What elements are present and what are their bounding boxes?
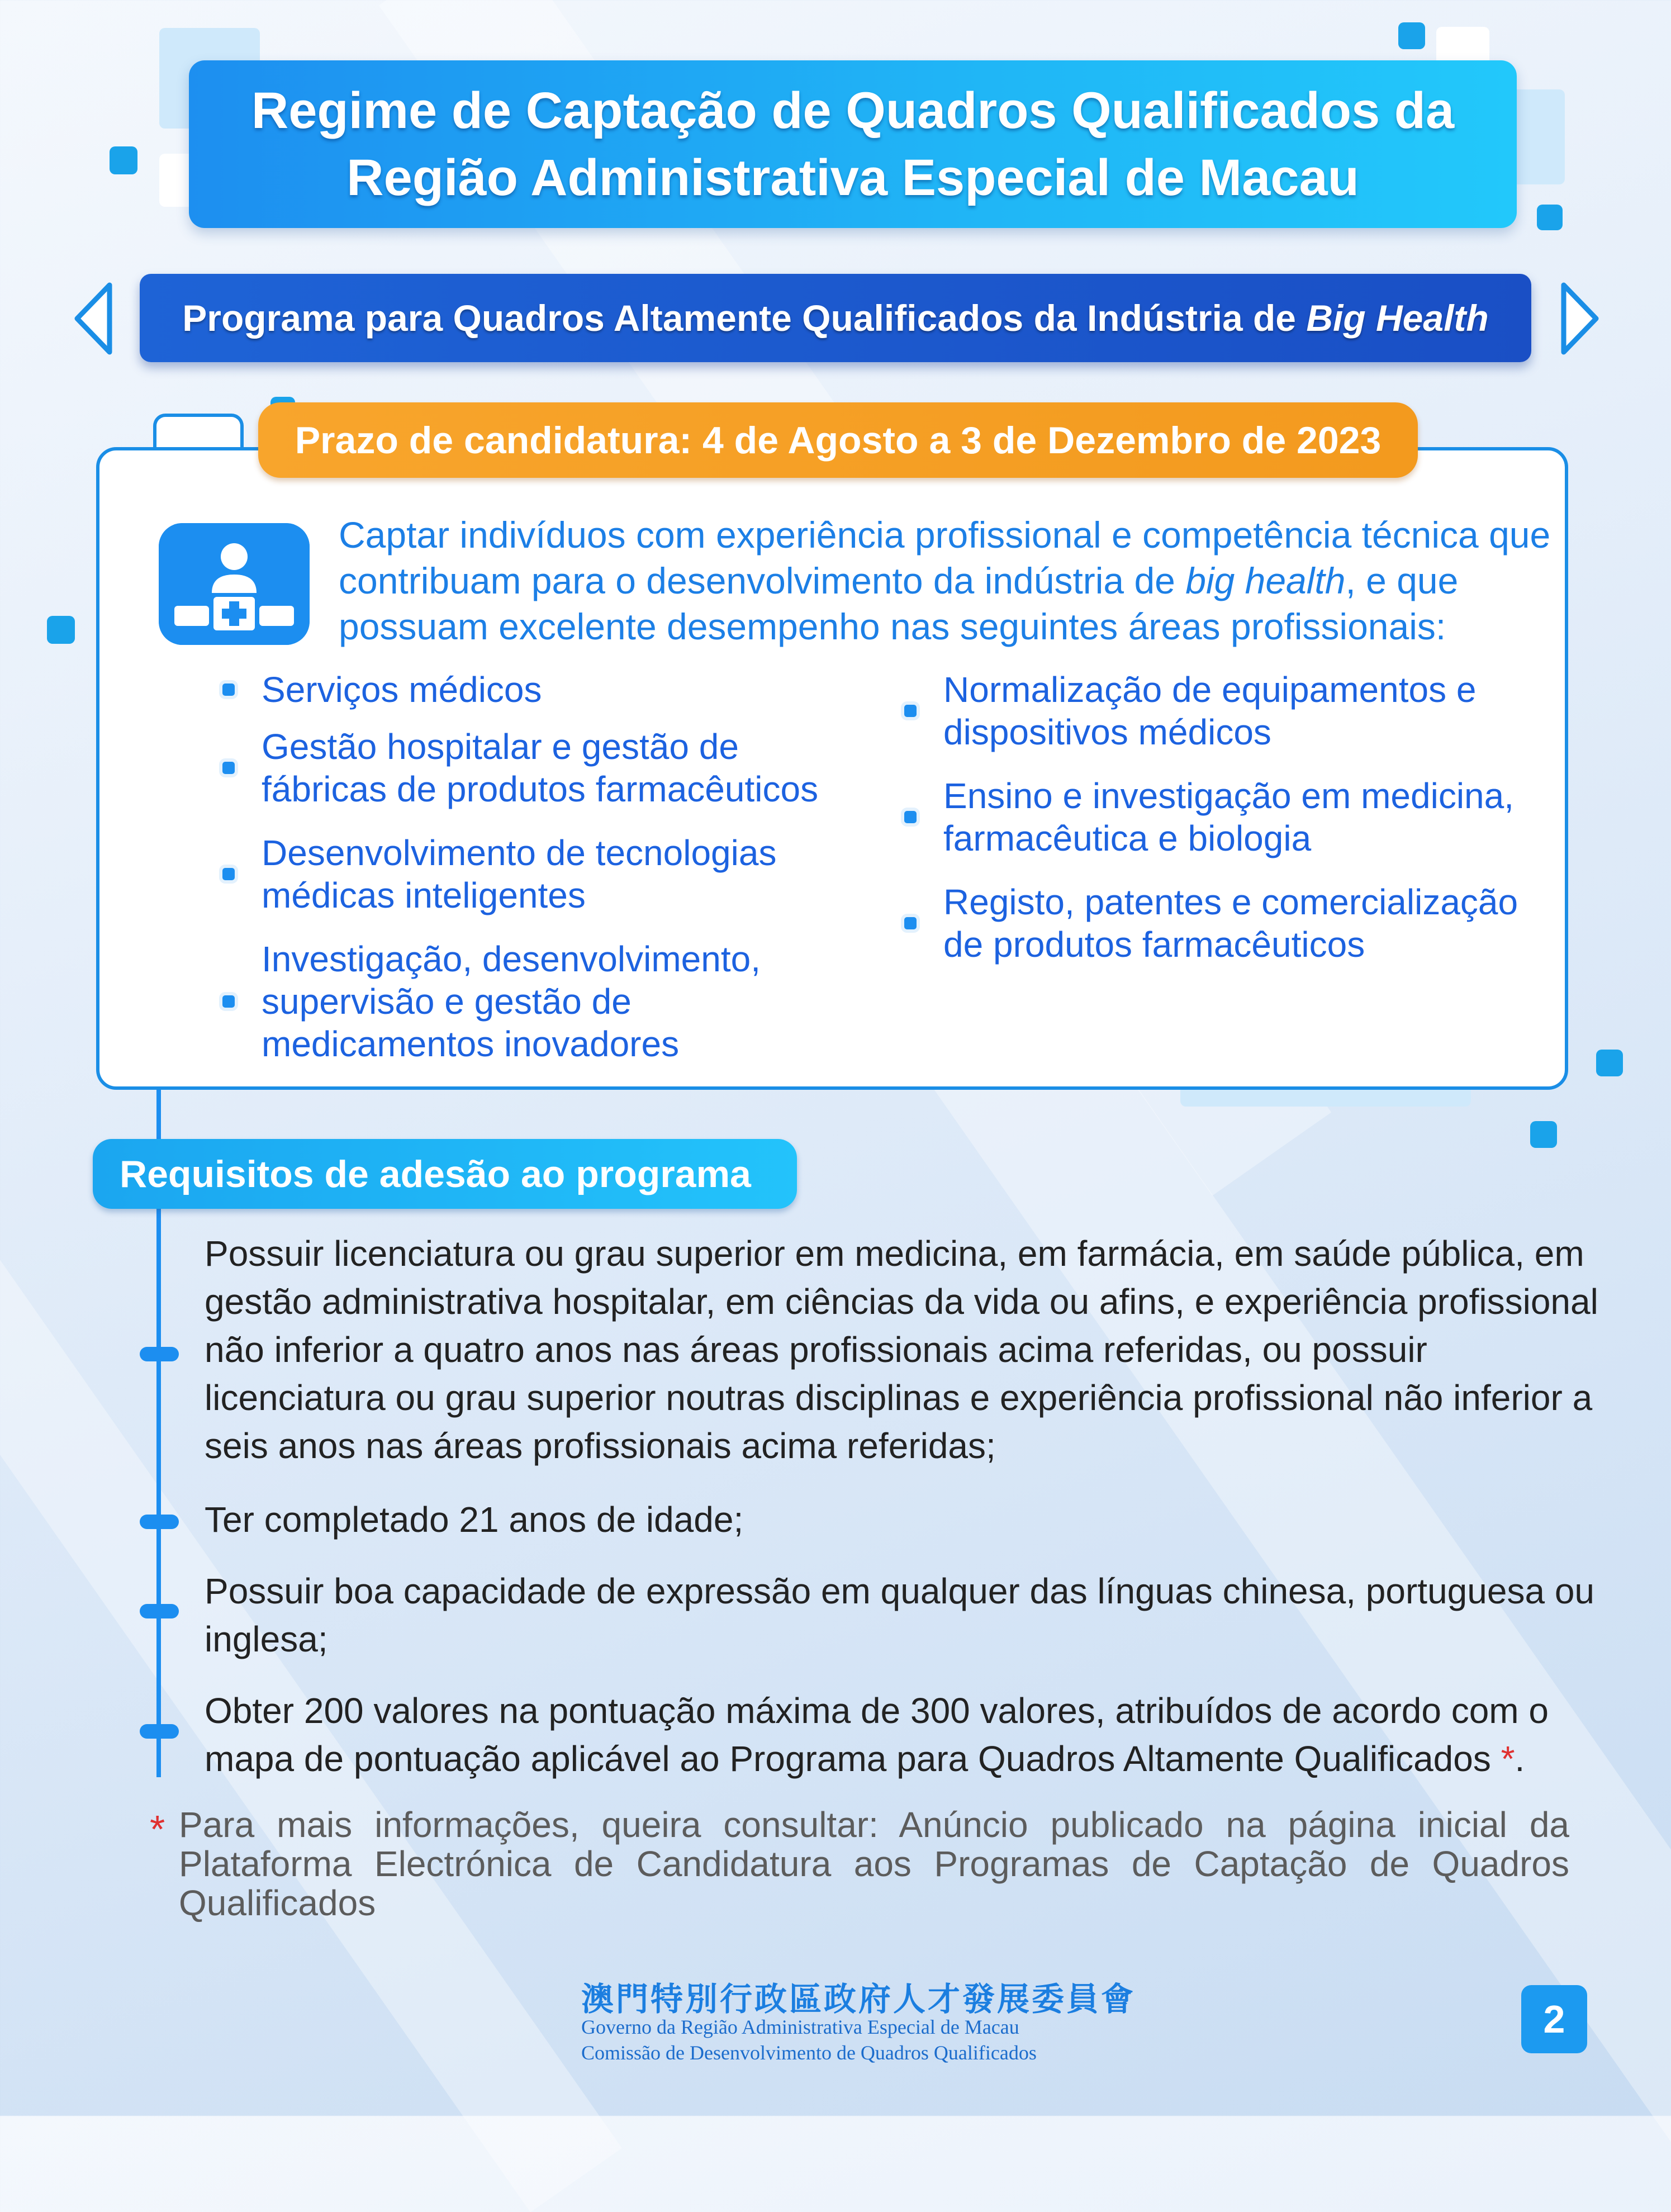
arrow-left-icon[interactable] [69, 279, 120, 358]
intro-text-2: , e que possuam excelente desempenho nas seguintes áreas profissionais: [339, 560, 1459, 647]
footnote-marker: * [1501, 1739, 1515, 1779]
program-label-italic: Big Health [1306, 297, 1489, 339]
org-name-portuguese-2: Comissão de Desenvolvimento de Quadros Qualificados [581, 2042, 1037, 2064]
area-text: Serviços médicos [262, 670, 542, 710]
bullet-icon [904, 705, 917, 717]
decor-square [1530, 1121, 1557, 1148]
page-title-line-2: Região Administrativa Especial de Macau [346, 149, 1359, 206]
decor-square [1537, 205, 1563, 230]
area-text: Ensino e investigação em medicina, farmacêutica e biologia [943, 776, 1514, 858]
intro-paragraph [339, 512, 1568, 649]
area-text: Gestão hospitalar e gestão de fábricas de produtos farmacêuticos [262, 727, 819, 809]
deadline-badge [258, 402, 1418, 478]
program-label-text: Programa para Quadros Altamente Qualificados da Indústria de [182, 297, 1307, 339]
decor-square [110, 146, 137, 174]
requirement-text: Obter 200 valores na pontuação máxima de 300 valores, atribuídos de acordo com o mapa de pontuação aplicável ao Programa para Quadros Altamente Qualificados [205, 1691, 1549, 1779]
medical-staff-icon [159, 523, 310, 645]
requirement-item: Possuir boa capacidade de expressão em qualquer das línguas chinesa, portuguesa ou inglesa; [205, 1571, 1594, 1659]
org-name-chinese: 澳門特別行政區政府人才發展委員會 [581, 1980, 1136, 2018]
requirements-title: Requisitos de adesão ao programa [120, 1152, 751, 1195]
bullet-icon [222, 762, 235, 774]
program-banner [140, 274, 1531, 362]
bullet-icon [904, 917, 917, 929]
area-text: Registo, patentes e comercialização de produtos farmacêuticos [943, 882, 1518, 965]
areas-right-column [904, 668, 1564, 987]
area-item [222, 668, 865, 711]
areas-left-column [222, 668, 865, 1086]
bullet-icon [222, 995, 235, 1008]
requirement-item: Possuir licenciatura ou grau superior em medicina, em farmácia, em saúde pública, em gestão administrativa hospitalar, em ciências da vida ou afins, e experiência profissional não inferior a quatro anos nas áreas profissionais acima referidas, ou possuir licenciatura ou grau superior noutras disciplinas e experiência profissional não inferior a seis anos nas áreas profissionais acima referidas; [205, 1233, 1598, 1466]
page-title-box [189, 60, 1517, 228]
timeline-marker [140, 1515, 179, 1529]
area-item [222, 725, 865, 810]
bullet-icon [222, 683, 235, 696]
bullet-icon [904, 811, 917, 823]
intro-text-italic: big health [1185, 560, 1346, 601]
area-item [904, 881, 1564, 966]
decor-square [1398, 22, 1425, 49]
area-item [904, 668, 1564, 753]
timeline-marker [140, 1604, 179, 1618]
requirement-end: . [1515, 1739, 1525, 1779]
area-text: Investigação, desenvolvimento, supervisão e gestão de medicamentos inovadores [262, 939, 761, 1064]
intro-text-1: Captar indivíduos com experiência profissional e competência técnica que contribuam para o desenvolvimento da indústria de [339, 514, 1551, 601]
requirement-item: Ter completado 21 anos de idade; [205, 1499, 744, 1540]
timeline-marker [140, 1347, 179, 1361]
area-item [222, 832, 865, 917]
page-title-line-1: Regime de Captação de Quadros Qualificados da [251, 82, 1455, 139]
footnote-text: Para mais informações, queira consultar: Anúncio publicado na página inicial da Plataforma Electrónica de Candidatura aos Programas de Captação de Quadros Qualificados [179, 1805, 1569, 1923]
footnote [150, 1805, 1569, 1923]
area-item [222, 938, 865, 1065]
requirements-heading [93, 1139, 797, 1209]
org-name-portuguese-1: Governo da Região Administrativa Especial de Macau [581, 2016, 1019, 2038]
deadline-text: Prazo de candidatura: 4 de Agosto a 3 de Dezembro de 2023 [295, 419, 1382, 462]
footnote-star: * [150, 1807, 165, 1851]
arrow-right-icon[interactable] [1554, 279, 1604, 358]
page-number: 2 [1521, 1985, 1587, 2053]
area-text: Desenvolvimento de tecnologias médicas inteligentes [262, 833, 777, 915]
requirement-item [205, 1687, 1602, 1783]
bullet-icon [222, 868, 235, 880]
decor-square [1596, 1050, 1623, 1076]
program-label [182, 297, 1488, 339]
decor-square [47, 616, 75, 644]
area-item [904, 775, 1564, 860]
area-text: Normalização de equipamentos e dispositivos médicos [943, 670, 1477, 752]
timeline-marker [140, 1724, 179, 1739]
